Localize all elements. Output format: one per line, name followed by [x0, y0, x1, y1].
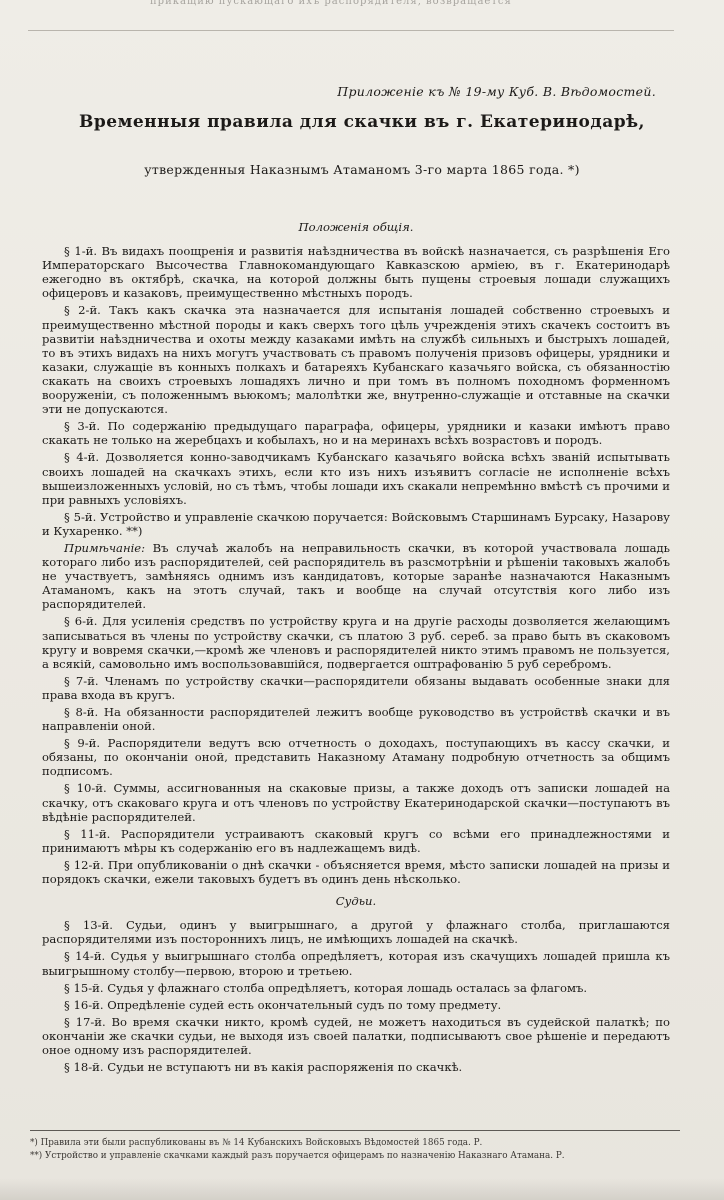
paragraph: § 4-й. Дозволяется конно-заводчикамъ Кубанскаго казачьяго войска всѣхъ званій испытывать своихъ лошадей на скачкахъ этихъ, если кто изъ нихъ изъявитъ согласіе не исполненіе всѣхъ вышеизложенныхъ условій, но съ тѣмъ, чтобы лошади ихъ скакали непремѣнно вмѣстѣ съ прочими и при равныхъ условіяхъ. — [42, 450, 670, 507]
section-heading: Судьи. — [335, 894, 377, 909]
document-title: Временныя правила для скачки въ г. Екатеринодарѣ, — [79, 112, 645, 132]
paragraph: § 5-й. Устройство и управленіе скачкою поручается: Войсковымъ Старшинамъ Бурсаку, Назарову и Кухаренко. **) — [42, 509, 670, 538]
paragraph: § 12-й. При опубликованіи о днѣ скачки - объясняется время, мѣсто записки лошадей на призы и порядокъ скачки, ежели таковыхъ будетъ въ одинъ день нѣсколько. — [42, 857, 670, 887]
paragraph: § 6-й. Для усиленія средствъ по устройству круга и на другіе расходы дозволяется желающимъ записываться въ члены по устройству скачки, съ платою 3 руб. сереб. за право быть въ скаковомъ кругу и вовремя скачки,—кромѣ же членовъ и распорядителей никто этимъ правомъ не пользуется, а всякій, самовольно имъ воспользовавшійся, подвергается оштрафованію 5 руб серебромъ. — [42, 614, 670, 671]
appendix-note: Приложеніе къ № 19-му Куб. В. Вѣдомостей. — [337, 84, 656, 99]
footnote: **) Устройство и управленіе скачками каждый разъ поручается офицерамъ по назначенію Наказнаго Атамана. Р. — [30, 1151, 565, 1161]
document-body — [42, 212, 670, 1077]
approval-line: утвержденныя Наказнымъ Атаманомъ 3-го марта 1865 года. *) — [144, 162, 580, 177]
paragraph: § 14-й. Судья у выигрышнаго столба опредѣляетъ, которая изъ скачущихъ лошадей пришла къ выигрышному столбу—первою, второю и третьею. — [42, 949, 670, 978]
paragraph: § 15-й. Судья у флажнаго столба опредѣляетъ, которая лошадь осталась за флагомъ. — [64, 980, 588, 995]
paragraph: § 18-й. Судьи не вступаютъ ни въ какія распоряженія по скачкѣ. — [64, 1060, 463, 1075]
paragraph: § 1-й. Въ видахъ поощренія и развитія наѣздничества въ войскѣ назначается, съ разрѣшенія Его Императорскаго Высочества Главнокомандующаго Кавказскою арміею, въ г. Екатеринодарѣ ежегодно въ октябрѣ, скачка, на которой должны быть пущены строевыя лошади служащихъ офицеровъ и казаковъ, преимущественно мѣстныхъ породъ. — [42, 244, 670, 301]
paragraph: § 16-й. Опредѣленіе судей есть окончательный судъ по тому предмету. — [64, 997, 502, 1012]
note-label: Примѣчаніе: — [64, 540, 146, 555]
note-paragraph: Примѣчаніе: Въ случаѣ жалобъ на неправильность скачки, въ которой участвовала лошадь котораго либо изъ распорядителей, сей распорядитель въ разсмотрѣніи и рѣшеніи таковыхъ жалобъ не участвуетъ, замѣняясь однимъ изъ кандидатовъ, которые заранѣе назначаются Наказнымъ Атаманомъ, какъ на этотъ случай, такъ и вообще на случай отсутствія кого либо изъ распорядителей. — [42, 540, 670, 612]
page-shadow — [0, 1178, 724, 1200]
paragraph: § 7-й. Членамъ по устройству скачки—распорядители обязаны выдавать особенные знаки для права входа въ кругъ. — [42, 673, 670, 702]
paragraph: § 9-й. Распорядители ведутъ всю отчетность о доходахъ, поступающихъ въ кассу скачки, и обязаны, по окончаніи оной, представить Наказному Атаману подробную отчетность за общимъ подписомъ. — [42, 736, 670, 779]
paragraph: § 10-й. Суммы, ассигнованныя на скаковые призы, а также доходъ отъ записки лошадей на скачку, отъ скаковаго круга и отъ членовъ по устройству Екатеринодарской скачки—поступаютъ въ вѣдѣніе распорядителей. — [42, 781, 670, 824]
paragraph: § 8-й. На обязанности распорядителей лежитъ вообще руководство въ устройствѣ скачки и въ направленіи оной. — [42, 705, 670, 734]
bleed-through-text: прикащию пускающаго ихъ распорядителя, возвращается — [150, 0, 512, 7]
paragraph: § 3-й. По содержанію предыдущаго параграфа, офицеры, урядники и казаки имѣютъ право скакать не только на жеребцахъ и кобылахъ, но и на меринахъ всѣхъ возрастовъ и породъ. — [42, 419, 670, 448]
footnote: *) Правила эти были распубликованы въ № 14 Кубанскихъ Войсковыхъ Вѣдомостей 1865 года. Р. — [30, 1138, 483, 1148]
top-divider — [28, 30, 674, 31]
paragraph: § 17-й. Во время скачки никто, кромѣ судей, не можетъ находиться въ судейской палаткѣ; по окончаніи же скачки судьи, не выходя изъ своей палатки, подписываютъ свое рѣшеніе и передаютъ оное одному изъ распорядителей. — [42, 1014, 670, 1057]
paragraph: § 2-й. Такъ какъ скачка эта назначается для испытанія лошадей собственно строевыхъ и преимущественно мѣстной породы и какъ сверхъ того цѣль учрежденія этихъ скачекъ состоитъ въ развитіи наѣздничества и охоты между казаками имѣть на службѣ сильныхъ и быстрыхъ лошадей, то въ этихъ видахъ на нихъ могутъ участвовать съ правомъ полученія призовъ офицеры, урядники и казаки, служащіе въ конныхъ полкахъ и батареяхъ Кубанскаго казачьяго войска, съ обязанностію скакать на своихъ строевыхъ лошадяхъ лично и при томъ въ полномъ походномъ форменномъ вооруженіи, съ положеннымъ вьюкомъ; малолѣтки же, внутренно-служащіе и отставные на скачки эти не допускаются. — [42, 303, 670, 417]
section-heading: Положенія общія. — [298, 220, 414, 234]
paragraph: § 11-й. Распорядители устраиваютъ скаковый кругъ со всѣми его принадлежностями и принимаютъ мѣры къ содержанію его въ надлежащемъ видѣ. — [42, 826, 670, 855]
paragraph: § 13-й. Судьи, одинъ у выигрышнаго, а другой у флажнаго столба, приглашаются распорядителями изъ постороннихъ лицъ, не имѣющихъ лошадей на скачкѣ. — [42, 918, 670, 947]
footnotes — [30, 1130, 680, 1163]
